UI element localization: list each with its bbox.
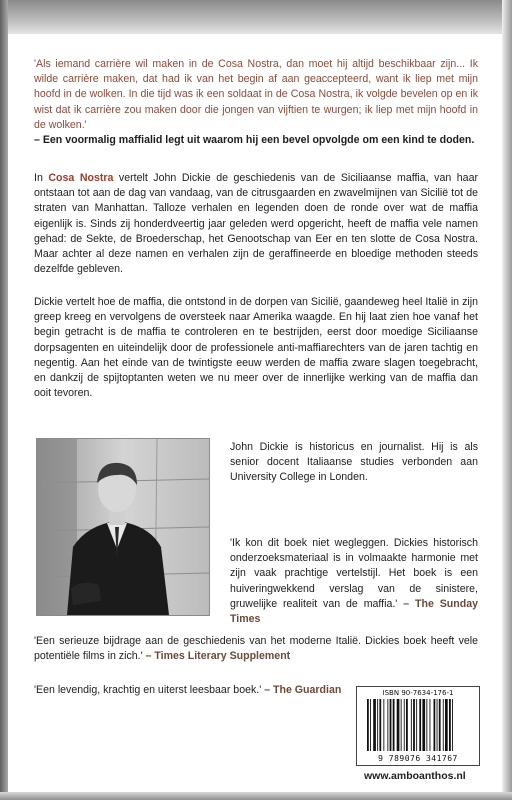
opening-quote-attribution: – Een voormalig maffialid legt uit waarom hij een bevel opvolgde om een kind te doden. [34,134,475,147]
intro-prefix: In [34,172,49,184]
review-tls [34,634,478,664]
review-tls-text: 'Een serieuze bijdrage aan de geschiedenis van het moderne Italië. Dickies boek heeft vele potentiële films in zich.' [34,635,478,663]
barcode-bar [434,699,436,751]
intro-paragraph [34,171,478,277]
barcode-bar [439,699,441,751]
book-top-edge [0,0,512,34]
barcode-bar [411,699,412,751]
review-tls-source: – Times Literary Supplement [142,650,291,663]
ean-number: 9 789076 341767 [378,754,458,763]
barcode-bar [397,699,400,751]
barcode-bar [413,699,415,751]
barcode-bar [387,699,388,751]
barcode-bar [404,699,405,751]
barcode-bar [379,699,381,751]
book-spine-edge [0,0,8,800]
book-title-highlight: Cosa Nostra [48,172,114,184]
barcode-bar [422,699,425,751]
barcode-bar [373,699,376,751]
barcode-bar [406,699,408,751]
isbn-barcode [356,686,480,766]
barcode-bar [383,699,384,751]
review-sunday-times-source: – The Sunday Times [230,597,478,626]
barcode-bar [449,699,451,751]
barcode-bar [416,699,417,751]
opening-quote-text: 'Als iemand carrière wil maken in de Cosa Nostra, dan moet hij altijd beschikbaar zijn... Ik wilde carrière maken, dat had ik van het begin af aan geaccepteerd, want ik liep met mijn hoofd in de wolken. In die tijd was ik een soldaat in de Cosa Nostra, ik volgde bevelen op en ik wist dat ik carrière zou maken door die jongen van vijftien te wurgen; ik liep met mijn hoofd in de wolken.' [34,58,478,131]
isbn-number: ISBN 90-7634-176-1 [382,689,454,697]
author-photo [36,438,210,616]
barcode-bar [377,699,378,751]
review-sunday-times-text: 'Ik kon dit boek niet wegleggen. Dickies historisch onderzoeksmateriaal is in volmaakte harmonie met zijn vaak prachtige vertelstijl. Het boek is een huiveringwekkend verslag van de sinistere, gruwelijke realiteit van de maffia.' [230,537,478,610]
barcode-bar [452,699,453,751]
barcode-bar [443,699,444,751]
barcode-bar [401,699,402,751]
author-portrait-illustration [37,439,209,615]
book-bottom-edge [0,792,512,800]
barcode-bar [390,699,392,751]
barcode-bar [367,699,369,751]
barcode-bar [430,699,431,751]
review-guardian-source: – The Guardian [261,684,342,696]
book-right-edge [502,0,512,800]
barcode-bar [426,699,427,751]
intro-text: vertelt John Dickie de geschiedenis van de Siciliaanse maffia, van haar ontstaan tot aan de dag van vandaag, van de citrusgaarden en zwavelmijnen van Sicilië tot de straten van Manhattan. Talloze verhalen en legenden doen de ronde over wat de maffia eigenlijk is. Sinds zij honderdveertig jaar geleden werd opgericht, heeft de maffia vele namen gehad: de Sekte, de Broederschap, het Genootschap van Eer en ten slotte de Cosa Nostra. Maar achter al deze namen en verhalen zijn de geraffineerde en bloedige methoden steeds dezelfde gebleven. [34,172,478,276]
review-guardian-text: 'Een levendig, krachtig en uiterst leesbaar boek.' [34,684,262,696]
barcode-bar [437,699,438,751]
review-sunday-times [230,536,478,627]
barcode-bar [393,699,395,751]
barcode-bar [445,699,448,751]
opening-quote [34,57,478,148]
barcode-bar [419,699,421,751]
author-bio: John Dickie is historicus en journalist. Hij is als senior docent Italiaanse studies verbonden aan University College in Londen. [230,441,478,484]
publisher-website: www.amboanthos.nl [364,770,466,782]
history-paragraph: Dickie vertelt hoe de maffia, die ontstond in de dorpen van Sicilië, gaandeweg heel Italië in zijn greep kreeg en vervolgens de oversteek naar Amerika waagde. En hij laat zien hoe vanaf het begin getracht is de maffia te controleren en te bestrijden, eerst door moedige Siciliaanse dorpsagenten en uiteindelijk door de professionele anti-maffiarechters van de jaren tachtig en negentig. Aan het einde van de twintigste eeuw werden de maffia zware slagen toegebracht, en dankzij de spijtoptanten weten we nu meer over de innerlijke werking van de maffia dan ooit tevoren. [34,296,478,400]
review-guardian [34,683,352,698]
barcode-bar [370,699,371,751]
